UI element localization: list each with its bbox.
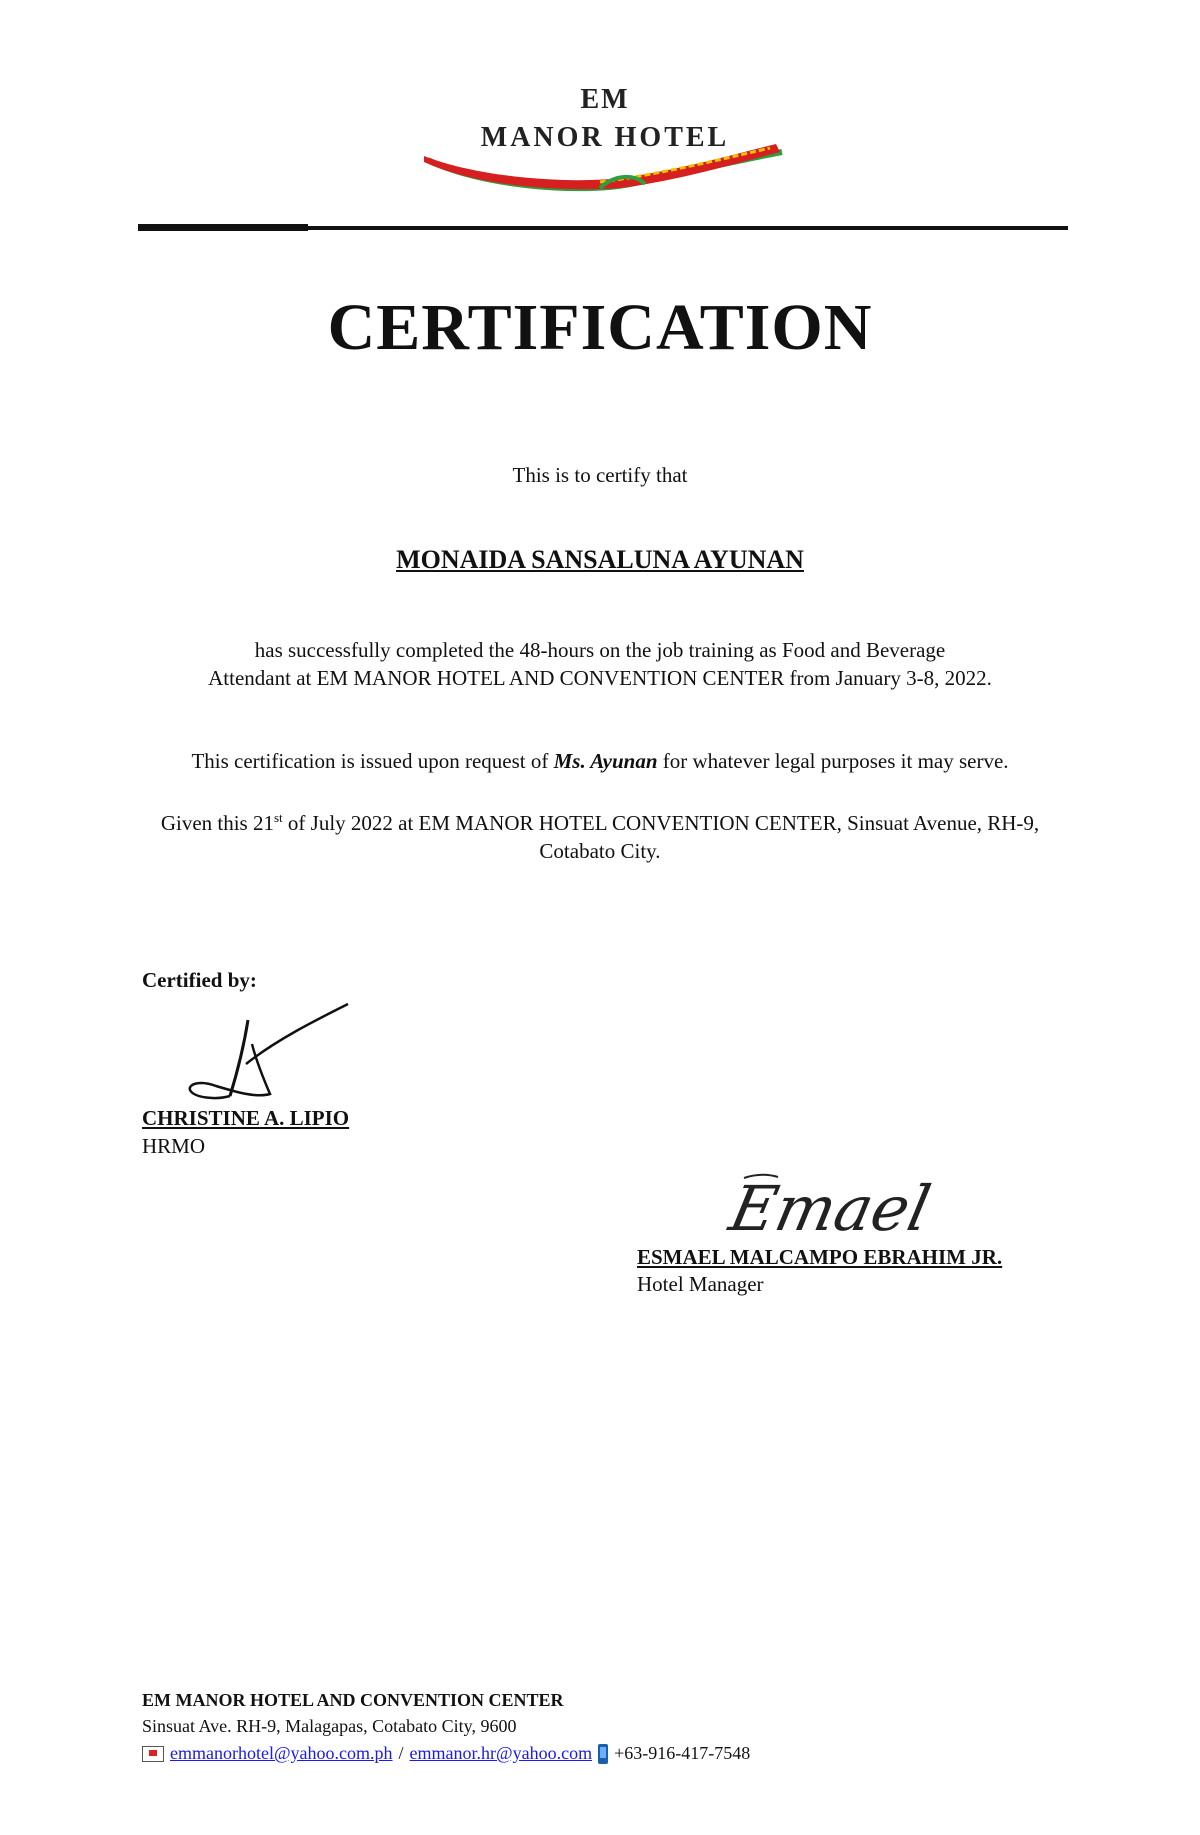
request-name: Ms. Ayunan (553, 749, 658, 773)
footer-company-name: EM MANOR HOTEL AND CONVENTION CENTER (142, 1690, 564, 1710)
recipient-name: MONAIDA SANSALUNA AYUNAN (396, 545, 804, 574)
footer-phone: +63-916-417-7548 (614, 1743, 751, 1763)
request-text-pre: This certification is issued upon request of (191, 749, 554, 773)
footer-address: Sinsuat Ave. RH-9, Malagapas, Cotabato City, 9600 (142, 1716, 517, 1736)
given-paragraph (140, 804, 1060, 865)
footer-contact (142, 1743, 750, 1764)
phone-icon (598, 1744, 608, 1764)
completion-line-2: Attendant at EM MANOR HOTEL AND CONVENTION CENTER from January 3-8, 2022. (208, 666, 992, 690)
email-separator: / (398, 1743, 404, 1763)
email-link-hr[interactable]: emmanor.hr@yahoo.com (409, 1743, 593, 1763)
logo-swoosh-graphic (420, 138, 790, 198)
signatory-1-name: CHRISTINE A. LIPIO (142, 1106, 350, 1130)
given-text-pre: Given this 21 (160, 811, 274, 835)
signature-2-text: Emael (723, 1172, 937, 1245)
header-rule-accent (138, 224, 308, 231)
logo-text-manor-hotel: MANOR HOTEL (480, 122, 730, 153)
signature-esmael-ebrahim (723, 1168, 937, 1248)
request-text-post: for whatever legal purposes it may serve. (657, 749, 1009, 773)
completion-paragraph (140, 636, 1060, 692)
given-text-post: of July 2022 at EM MANOR HOTEL CONVENTION CENTER, Sinsuat Avenue, RH-9, Cotabato City. (282, 811, 1040, 863)
request-paragraph (140, 747, 1060, 775)
email-link-primary[interactable]: emmanorhotel@yahoo.com.ph (170, 1743, 393, 1763)
signatory-1-title: HRMO (142, 1134, 206, 1158)
hotel-logo (420, 78, 790, 198)
certified-by-label: Certified by: (142, 968, 257, 992)
completion-line-1: has successfully completed the 48-hours on the job training as Food and Beverage (254, 638, 946, 662)
mail-icon (142, 1746, 164, 1762)
signatory-2-title: Hotel Manager (637, 1272, 764, 1296)
signature-christine-lipio (186, 1000, 356, 1105)
logo-text-em: EM (580, 84, 630, 115)
document-title: CERTIFICATION (327, 291, 873, 364)
intro-text: This is to certify that (512, 463, 688, 487)
given-text-sup: st (273, 810, 283, 825)
signatory-2-name: ESMAEL MALCAMPO EBRAHIM JR. (637, 1245, 1003, 1269)
